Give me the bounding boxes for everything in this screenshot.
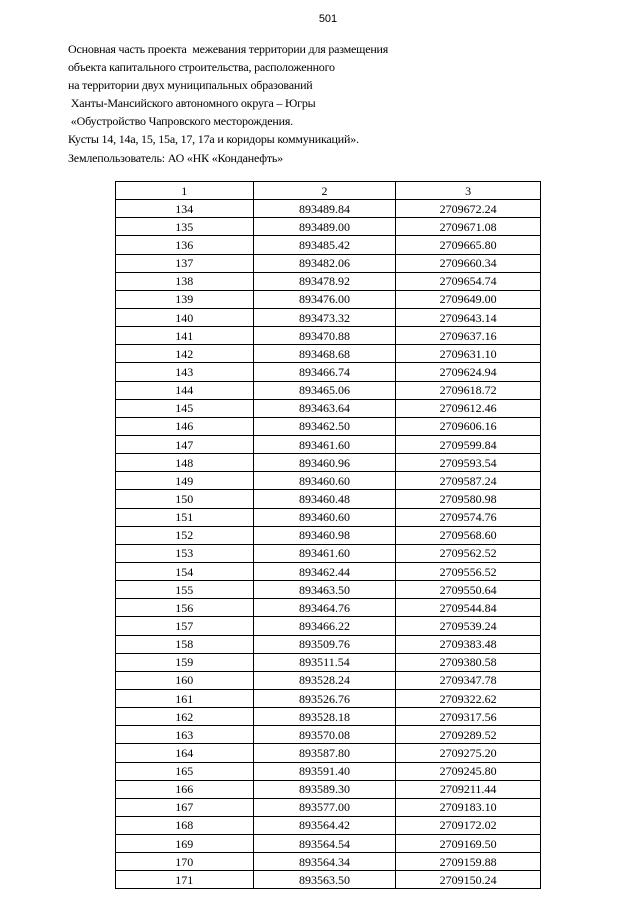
point-number-cell: 148 bbox=[116, 454, 254, 472]
point-number-cell: 142 bbox=[116, 345, 254, 363]
table-row bbox=[116, 254, 541, 272]
table-row bbox=[116, 308, 541, 326]
x-coordinate-cell: 893466.22 bbox=[253, 617, 396, 635]
point-number-cell: 149 bbox=[116, 472, 254, 490]
table-row bbox=[116, 653, 541, 671]
point-number-cell: 159 bbox=[116, 653, 254, 671]
y-coordinate-cell: 2709539.24 bbox=[396, 617, 541, 635]
table-row bbox=[116, 327, 541, 345]
x-coordinate-cell: 893460.98 bbox=[253, 526, 396, 544]
point-number-cell: 137 bbox=[116, 254, 254, 272]
y-coordinate-cell: 2709550.64 bbox=[396, 581, 541, 599]
header-line: Ханты-Мансийского автономного округа – Югры bbox=[68, 96, 316, 111]
y-coordinate-cell: 2709347.78 bbox=[396, 671, 541, 689]
point-number-cell: 165 bbox=[116, 762, 254, 780]
point-number-cell: 164 bbox=[116, 744, 254, 762]
column-header: 3 bbox=[396, 182, 541, 200]
y-coordinate-cell: 2709606.16 bbox=[396, 417, 541, 435]
x-coordinate-cell: 893460.60 bbox=[253, 472, 396, 490]
x-coordinate-cell: 893485.42 bbox=[253, 236, 396, 254]
y-coordinate-cell: 2709612.46 bbox=[396, 399, 541, 417]
x-coordinate-cell: 893482.06 bbox=[253, 254, 396, 272]
x-coordinate-cell: 893462.44 bbox=[253, 562, 396, 580]
x-coordinate-cell: 893509.76 bbox=[253, 635, 396, 653]
y-coordinate-cell: 2709322.62 bbox=[396, 689, 541, 707]
x-coordinate-cell: 893461.60 bbox=[253, 435, 396, 453]
y-coordinate-cell: 2709587.24 bbox=[396, 472, 541, 490]
header-line: объекта капитального строительства, расположенного bbox=[68, 60, 335, 75]
x-coordinate-cell: 893460.48 bbox=[253, 490, 396, 508]
x-coordinate-cell: 893511.54 bbox=[253, 653, 396, 671]
x-coordinate-cell: 893564.54 bbox=[253, 835, 396, 853]
point-number-cell: 153 bbox=[116, 544, 254, 562]
point-number-cell: 163 bbox=[116, 726, 254, 744]
x-coordinate-cell: 893476.00 bbox=[253, 290, 396, 308]
table-row bbox=[116, 726, 541, 744]
point-number-cell: 136 bbox=[116, 236, 254, 254]
y-coordinate-cell: 2709383.48 bbox=[396, 635, 541, 653]
point-number-cell: 139 bbox=[116, 290, 254, 308]
table-row bbox=[116, 345, 541, 363]
table-row bbox=[116, 544, 541, 562]
header-line: «Обустройство Чапровского месторождения. bbox=[68, 114, 293, 129]
page-number: 501 bbox=[318, 13, 338, 25]
y-coordinate-cell: 2709671.08 bbox=[396, 218, 541, 236]
y-coordinate-cell: 2709150.24 bbox=[396, 871, 541, 889]
header-line: Основная часть проекта межевания территории для размещения bbox=[68, 42, 389, 56]
point-number-cell: 151 bbox=[116, 508, 254, 526]
table-row bbox=[116, 218, 541, 236]
point-number-cell: 147 bbox=[116, 435, 254, 453]
y-coordinate-cell: 2709183.10 bbox=[396, 798, 541, 816]
table-row bbox=[116, 417, 541, 435]
x-coordinate-cell: 893526.76 bbox=[253, 689, 396, 707]
x-coordinate-cell: 893528.24 bbox=[253, 671, 396, 689]
y-coordinate-cell: 2709544.84 bbox=[396, 599, 541, 617]
x-coordinate-cell: 893466.74 bbox=[253, 363, 396, 381]
x-coordinate-cell: 893489.84 bbox=[253, 200, 396, 218]
y-coordinate-cell: 2709660.34 bbox=[396, 254, 541, 272]
column-header: 2 bbox=[253, 182, 396, 200]
table-row bbox=[116, 490, 541, 508]
y-coordinate-cell: 2709159.88 bbox=[396, 853, 541, 871]
column-header: 1 bbox=[116, 182, 254, 200]
y-coordinate-cell: 2709172.02 bbox=[396, 816, 541, 834]
table-row bbox=[116, 689, 541, 707]
point-number-cell: 167 bbox=[116, 798, 254, 816]
point-number-cell: 156 bbox=[116, 599, 254, 617]
x-coordinate-cell: 893463.64 bbox=[253, 399, 396, 417]
table-row bbox=[116, 236, 541, 254]
x-coordinate-cell: 893528.18 bbox=[253, 708, 396, 726]
table-row bbox=[116, 762, 541, 780]
y-coordinate-cell: 2709211.44 bbox=[396, 780, 541, 798]
table-row bbox=[116, 435, 541, 453]
y-coordinate-cell: 2709624.94 bbox=[396, 363, 541, 381]
header-line: Кусты 14, 14а, 15, 15а, 17, 17а и коридоры коммуникаций». bbox=[68, 132, 359, 147]
x-coordinate-cell: 893587.80 bbox=[253, 744, 396, 762]
table-header-row bbox=[116, 182, 541, 200]
point-number-cell: 155 bbox=[116, 581, 254, 599]
point-number-cell: 145 bbox=[116, 399, 254, 417]
table-row bbox=[116, 871, 541, 889]
y-coordinate-cell: 2709317.56 bbox=[396, 708, 541, 726]
point-number-cell: 134 bbox=[116, 200, 254, 218]
y-coordinate-cell: 2709245.80 bbox=[396, 762, 541, 780]
y-coordinate-cell: 2709599.84 bbox=[396, 435, 541, 453]
table-row bbox=[116, 562, 541, 580]
table-row bbox=[116, 200, 541, 218]
table-row bbox=[116, 671, 541, 689]
y-coordinate-cell: 2709580.98 bbox=[396, 490, 541, 508]
point-number-cell: 168 bbox=[116, 816, 254, 834]
x-coordinate-cell: 893589.30 bbox=[253, 780, 396, 798]
document-header bbox=[68, 40, 548, 167]
table-row bbox=[116, 272, 541, 290]
point-number-cell: 146 bbox=[116, 417, 254, 435]
table-row bbox=[116, 290, 541, 308]
table-row bbox=[116, 708, 541, 726]
x-coordinate-cell: 893468.68 bbox=[253, 345, 396, 363]
point-number-cell: 154 bbox=[116, 562, 254, 580]
x-coordinate-cell: 893564.34 bbox=[253, 853, 396, 871]
x-coordinate-cell: 893464.76 bbox=[253, 599, 396, 617]
y-coordinate-cell: 2709654.74 bbox=[396, 272, 541, 290]
y-coordinate-cell: 2709593.54 bbox=[396, 454, 541, 472]
point-number-cell: 140 bbox=[116, 308, 254, 326]
point-number-cell: 150 bbox=[116, 490, 254, 508]
point-number-cell: 166 bbox=[116, 780, 254, 798]
point-number-cell: 143 bbox=[116, 363, 254, 381]
y-coordinate-cell: 2709169.50 bbox=[396, 835, 541, 853]
x-coordinate-cell: 893591.40 bbox=[253, 762, 396, 780]
point-number-cell: 160 bbox=[116, 671, 254, 689]
x-coordinate-cell: 893465.06 bbox=[253, 381, 396, 399]
x-coordinate-cell: 893478.92 bbox=[253, 272, 396, 290]
x-coordinate-cell: 893564.42 bbox=[253, 816, 396, 834]
x-coordinate-cell: 893577.00 bbox=[253, 798, 396, 816]
y-coordinate-cell: 2709380.58 bbox=[396, 653, 541, 671]
x-coordinate-cell: 893462.50 bbox=[253, 417, 396, 435]
y-coordinate-cell: 2709556.52 bbox=[396, 562, 541, 580]
table-row bbox=[116, 599, 541, 617]
coordinates-table bbox=[115, 181, 541, 889]
y-coordinate-cell: 2709631.10 bbox=[396, 345, 541, 363]
y-coordinate-cell: 2709574.76 bbox=[396, 508, 541, 526]
table-row bbox=[116, 780, 541, 798]
x-coordinate-cell: 893460.96 bbox=[253, 454, 396, 472]
table-row bbox=[116, 581, 541, 599]
x-coordinate-cell: 893463.50 bbox=[253, 581, 396, 599]
y-coordinate-cell: 2709643.14 bbox=[396, 308, 541, 326]
x-coordinate-cell: 893461.60 bbox=[253, 544, 396, 562]
table-row bbox=[116, 744, 541, 762]
point-number-cell: 152 bbox=[116, 526, 254, 544]
table-row bbox=[116, 399, 541, 417]
table-row bbox=[116, 835, 541, 853]
y-coordinate-cell: 2709637.16 bbox=[396, 327, 541, 345]
table-row bbox=[116, 617, 541, 635]
point-number-cell: 157 bbox=[116, 617, 254, 635]
table-row bbox=[116, 635, 541, 653]
y-coordinate-cell: 2709649.00 bbox=[396, 290, 541, 308]
point-number-cell: 135 bbox=[116, 218, 254, 236]
point-number-cell: 138 bbox=[116, 272, 254, 290]
x-coordinate-cell: 893570.08 bbox=[253, 726, 396, 744]
point-number-cell: 171 bbox=[116, 871, 254, 889]
y-coordinate-cell: 2709672.24 bbox=[396, 200, 541, 218]
x-coordinate-cell: 893563.50 bbox=[253, 871, 396, 889]
point-number-cell: 170 bbox=[116, 853, 254, 871]
x-coordinate-cell: 893489.00 bbox=[253, 218, 396, 236]
point-number-cell: 158 bbox=[116, 635, 254, 653]
table-row bbox=[116, 381, 541, 399]
point-number-cell: 141 bbox=[116, 327, 254, 345]
table-row bbox=[116, 454, 541, 472]
y-coordinate-cell: 2709568.60 bbox=[396, 526, 541, 544]
header-line: Землепользователь: АО «НК «Конданефть» bbox=[68, 150, 283, 165]
point-number-cell: 161 bbox=[116, 689, 254, 707]
x-coordinate-cell: 893470.88 bbox=[253, 327, 396, 345]
table-row bbox=[116, 853, 541, 871]
table-row bbox=[116, 526, 541, 544]
table-row bbox=[116, 508, 541, 526]
table-body bbox=[116, 200, 541, 889]
y-coordinate-cell: 2709618.72 bbox=[396, 381, 541, 399]
table-row bbox=[116, 363, 541, 381]
table-row bbox=[116, 798, 541, 816]
y-coordinate-cell: 2709665.80 bbox=[396, 236, 541, 254]
point-number-cell: 169 bbox=[116, 835, 254, 853]
y-coordinate-cell: 2709275.20 bbox=[396, 744, 541, 762]
y-coordinate-cell: 2709289.52 bbox=[396, 726, 541, 744]
point-number-cell: 144 bbox=[116, 381, 254, 399]
y-coordinate-cell: 2709562.52 bbox=[396, 544, 541, 562]
x-coordinate-cell: 893473.32 bbox=[253, 308, 396, 326]
table-row bbox=[116, 816, 541, 834]
point-number-cell: 162 bbox=[116, 708, 254, 726]
table-row bbox=[116, 472, 541, 490]
x-coordinate-cell: 893460.60 bbox=[253, 508, 396, 526]
header-line: на территории двух муниципальных образований bbox=[68, 78, 313, 93]
